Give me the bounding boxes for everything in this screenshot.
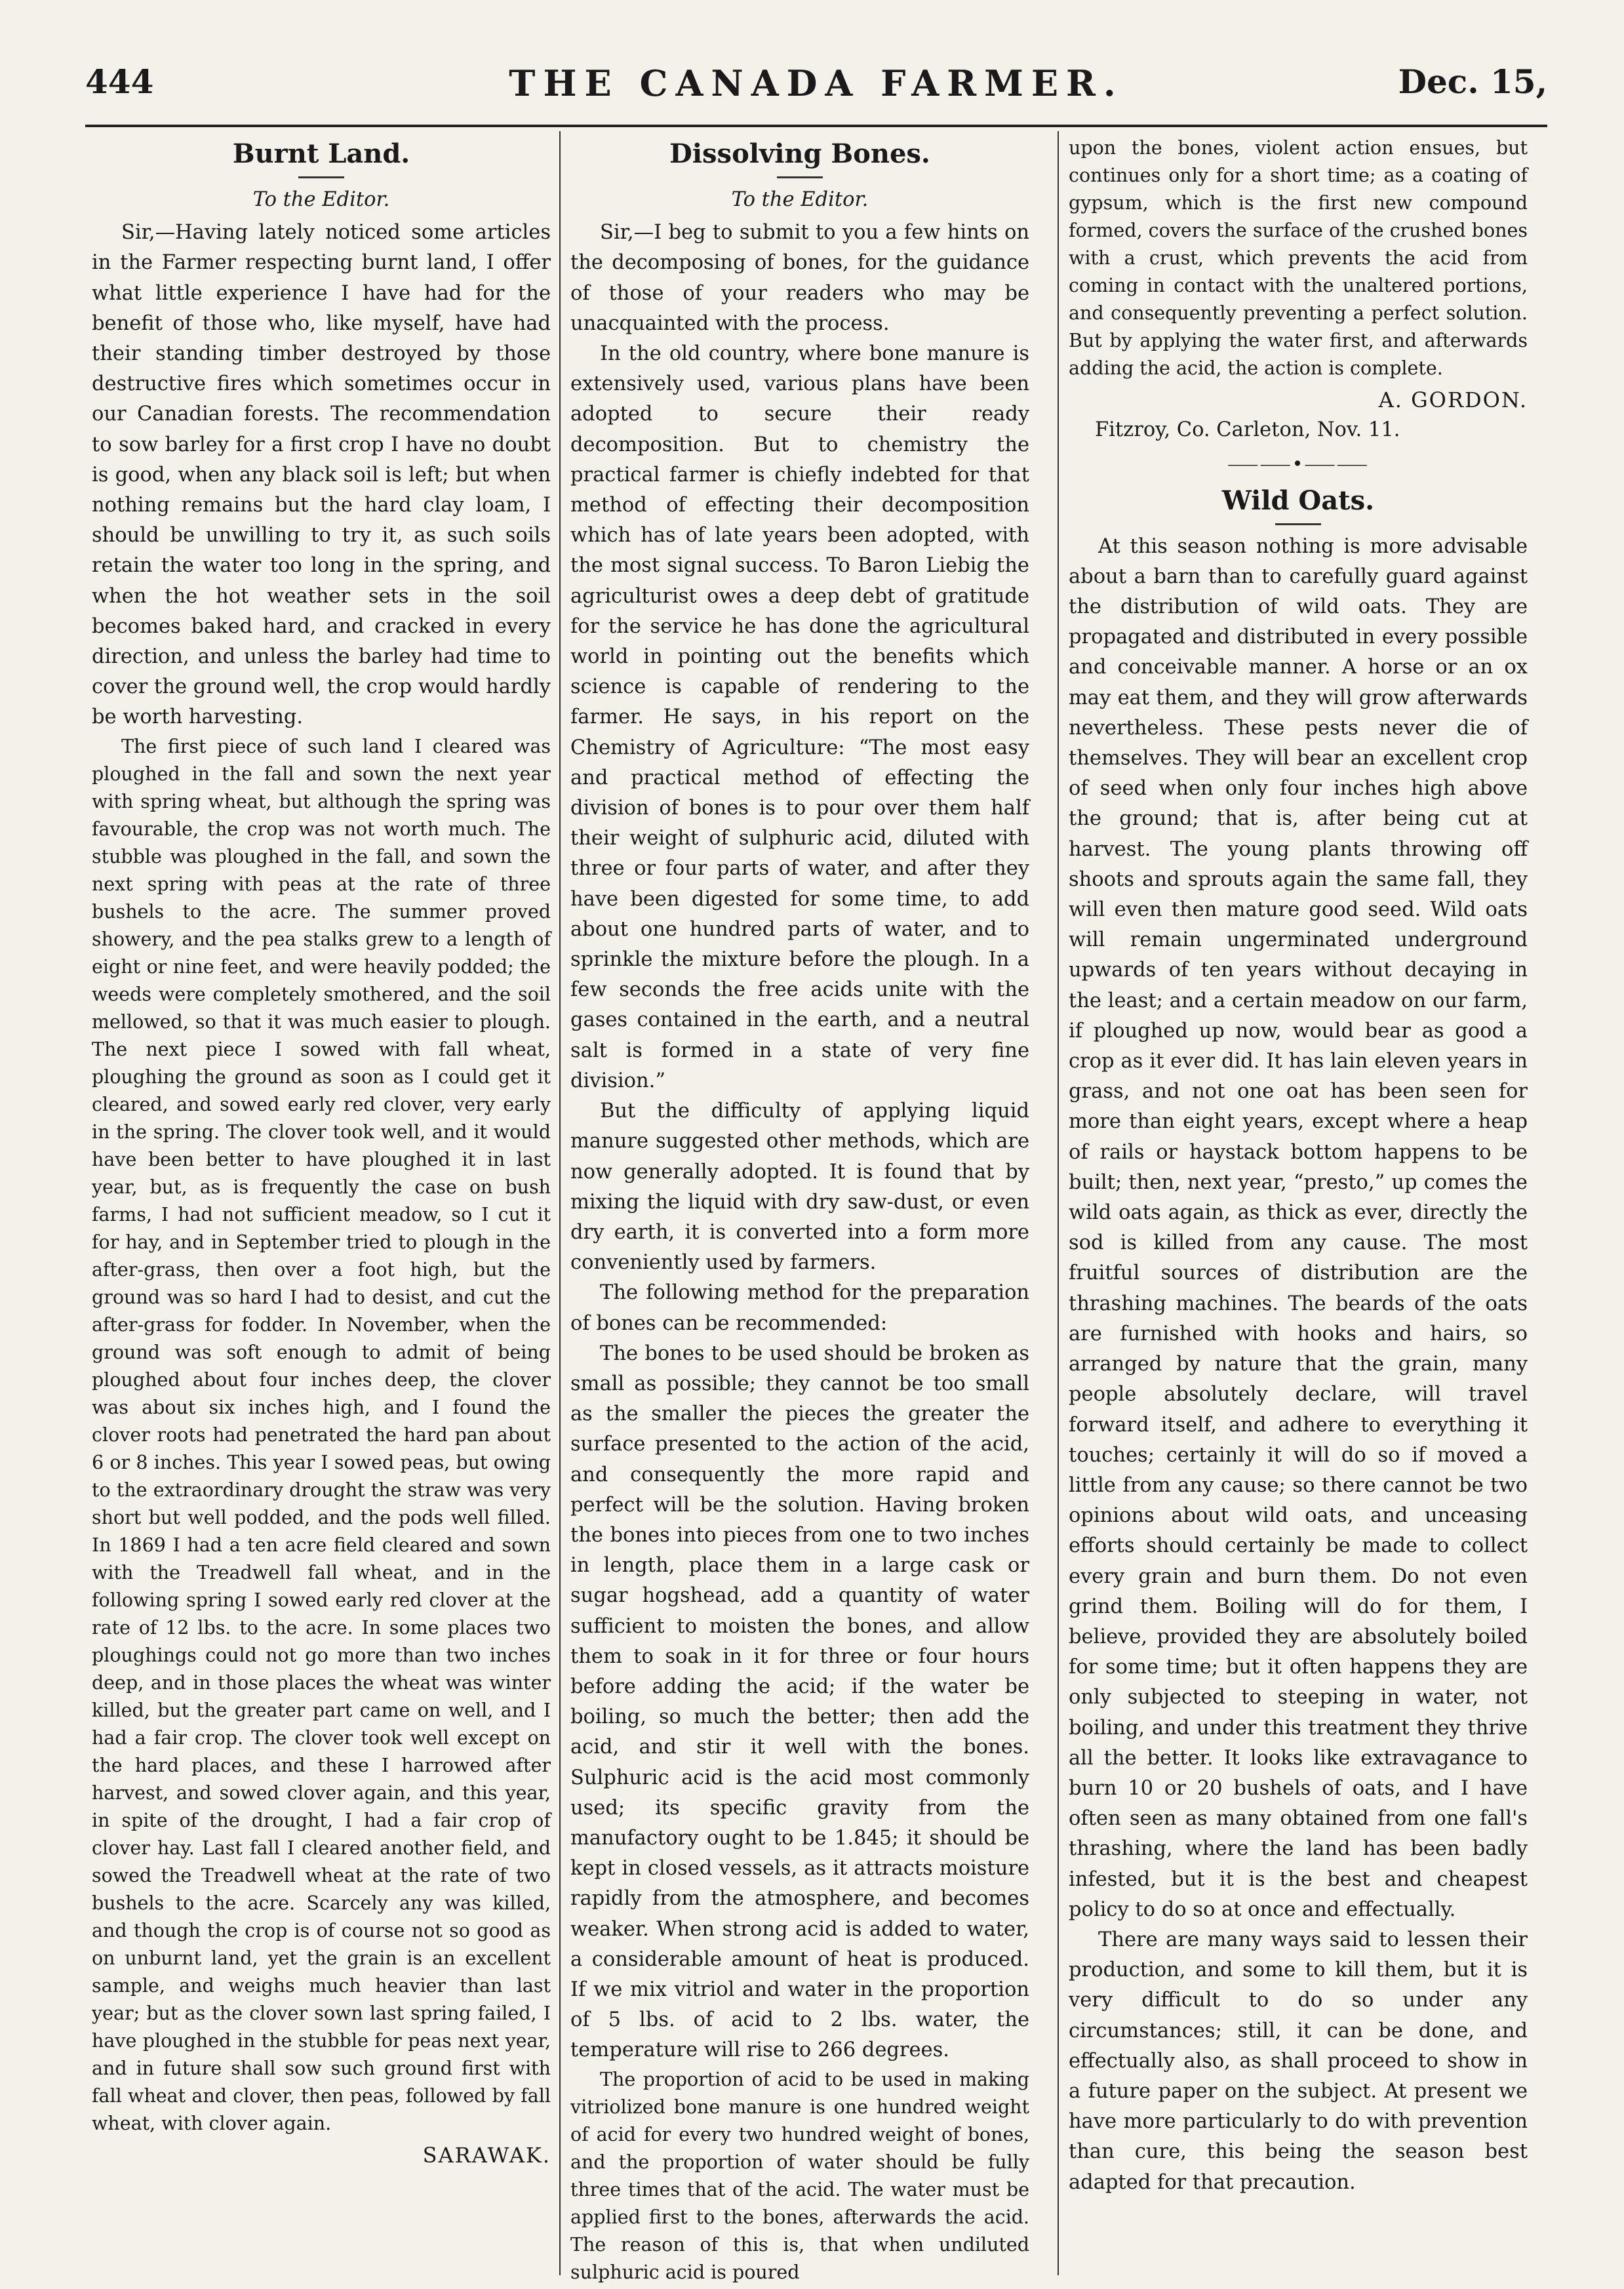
issue-date: Dec. 15, [1398, 62, 1547, 101]
signature: SARAWAK. [422, 2142, 551, 2168]
column-3 [1069, 134, 1528, 2198]
column-2 [570, 134, 1029, 2286]
article-paragraph: The proportion of acid to be used in making vitriolized bone manure is one hundred weight of acid for every two hundred weight of bones, and the proportion of water should be fully three times that of the acid. The water must be applied first to the bones, afterwards the acid. The reason of this is, that when undiluted sulphuric acid is poured [570, 2068, 1029, 2283]
header-rule [85, 125, 1547, 127]
title-rule [777, 176, 823, 178]
signature: A. GORDON. [1378, 388, 1528, 412]
article-paragraph: But the difficulty of applying liquid manure suggested other methods, which are now generally adopted. It is found that by mixing the liquid with dry saw-dust, or even dry earth, it is converted into a form more conveniently used by farmers. [570, 1100, 1029, 1275]
page-number: 444 [85, 62, 154, 101]
page-header [85, 62, 1547, 121]
article-paragraph: Sir,—Having lately noticed some articles in the Farmer respecting burnt land, I offer what little experience I have had for the benefit of those who, like myself, have had their standing timber destroyed by those destructive fires which sometimes occur in our Canadian forests. The recommendation to sow barley for a first crop I have no doubt is good, when any black soil is left; but when nothing remains but the hard clay loam, I should be unwilling to try it, as such soils retain the water too long in the spring, and when the hot weather sets in the soil becomes baked hard, and cracked in every direction, and unless the barley had time to cover the ground well, the crop would hardly be worth harvesting. [92, 221, 551, 729]
title-rule [298, 176, 344, 178]
article-paragraph: The following method for the preparation of bones can be recommended: [570, 1281, 1029, 1335]
column-1 [92, 134, 551, 2170]
article-paragraph: There are many ways said to lessen their production, and some to kill them, but it is very difficult to do so under any circumstances; still, it can be done, and effectually also, as shall proceed to show in a future paper on the subject. At present we have more particularly to do with prevention than cure, this being the season best adapted for that precaution. [1069, 1928, 1528, 2194]
to-editor-line: To the Editor. [731, 188, 869, 211]
masthead: THE CANADA FARMER. [509, 62, 1124, 104]
article-paragraph: Sir,—I beg to submit to you a few hints on the decomposing of bones, for the guidance of those of your readers who may be unacquainted with the process. [570, 221, 1029, 335]
dateline: Fitzroy, Co. Carleton, Nov. 11. [1095, 418, 1400, 442]
article-paragraph: The bones to be used should be broken as small as possible; they cannot be too small as the smaller the pieces the greater the surface presented to the action of the acid, and consequently the more rapid and perfect will be the solution. Having broken the bones into pieces from one to two inches in length, place them in a large cask or sugar hogshead, add a quantity of water sufficient to moisten the bones, and allow them to soak in it for three or four hours before adding the acid; if the water be boiling, so much the better; then add the acid, and stir it well with the bones. Sulphuric acid is the acid most commonly used; its specific gravity from the manufactory ought to be 1.845; it should be kept in closed vessels, as it attracts moisture rapidly from the atmosphere, and becomes weaker. When strong acid is added to water, a considerable amount of heat is produced. If we mix vitriol and water in the proportion of 5 lbs. of acid to 2 lbs. water, the temperature will rise to 266 degrees. [570, 1342, 1029, 2062]
article-title-dissolving-bones: Dissolving Bones. [669, 138, 930, 169]
title-rule [1275, 523, 1321, 525]
article-paragraph: In the old country, where bone manure is extensively used, various plans have been adopted to secure their ready decomposition. But to chemistry the practical farmer is chiefly indebted for that method of effecting their decomposition which has of late years been adopted, with the most signal success. To Baron Liebig the agriculturist owes a deep debt of gratitude for the service he has done the agricultural world in pointing out the benefits which science is capable of rendering to the farmer. He says, in his report on the Chemistry of Agriculture: “The most easy and practical method of effecting the division of bones is to pour over them half their weight of sulphuric acid, diluted with three or four parts of water, and after they have been digested for some time, to add about one hundred parts of water, and to sprinkle the mixture before the plough. In a few seconds the free acids unite with the gases contained in the earth, and a neutral salt is formed in a state of very fine division.” [570, 342, 1029, 1092]
ornament-divider: ⸺⸺•⸺⸺ [1227, 453, 1370, 475]
article-paragraph: The first piece of such land I cleared was ploughed in the fall and sown the next year with spring wheat, but although the spring was favourable, the crop was not worth much. The stubble was ploughed in the fall, and sown the next spring with peas at the rate of three bushels to the acre. The summer proved showery, and the pea stalks grew to a length of eight or nine feet, and were heavily podded; the weeds were completely smothered, and the soil mellowed, so that it was much easier to plough. The next piece I sowed with fall wheat, ploughing the ground as soon as I could get it cleared, and sowed early red clover, very early in the spring. The clover took well, and it would have been better to have ploughed it in last year, but, as is frequently the case on bush farms, I had not sufficient meadow, so I cut it for hay, and in September tried to plough in the after-grass, then over a foot high, but the ground was so hard I had to desist, and cut the after-grass for fodder. In November, when the ground was soft enough to admit of being ploughed about four inches deep, the clover was about six inches high, and I found the clover roots had penetrated the hard pan about 6 or 8 inches. This year I sowed peas, but owing to the extraordinary drought the straw was very short but well podded, and the pods well filled. In 1869 I had a ten acre field cleared and sown with the Treadwell fall wheat, and in the following spring I sowed early red clover at the rate of 12 lbs. to the acre. In some places two ploughings could not go more than two inches deep, and in those places the wheat was winter killed, but the greater part came on well, and I had a fair crop. The clover took well except on the hard places, and these I harrowed after harvest, and sowed clover again, and this year, in spite of the drought, I had a fair crop of clover hay. Last fall I cleared another field, and sowed the Treadwell wheat at the rate of two bushels to the acre. Scarcely any was killed, and though the crop is of course not so good as on unburnt land, yet the grain is an excellent sample, and weighs much heavier than last year; but as the clover sown last spring failed, I have ploughed in the stubble for peas next year, and in future shall sow such ground first with fall wheat and clover, then peas, followed by fall wheat, with clover again. [92, 735, 551, 2134]
column-divider [559, 131, 561, 2275]
article-paragraph: At this season nothing is more advisable about a barn than to carefully guard against the distribution of wild oats. They are propagated and distributed in every possible and conceivable manner. A horse or an ox may eat them, and they will grow afterwards nevertheless. These pests never die of themselves. They will bear an excellent crop of seed when only four inches high above the ground; that is, after being cut at harvest. The young plants throwing off shoots and sprouts again the same fall, they will even then mature good seed. Wild oats will remain ungerminated underground upwards of ten years without decaying in the least; and a certain meadow on our farm, if ploughed up now, would bear as good a crop as it ever did. It has lain eleven years in grass, and not one oat has been seen for more than eight years, except where a heap of rails or haystack bottom happens to be built; then, next year, “presto,” up comes the wild oats again, as thick as ever, directly the sod is killed from any cause. The most fruitful sources of distribution are the thrashing machines. The beards of the oats are furnished with hooks and hairs, so arranged by nature that the grain, many people absolutely declare, will travel forward itself, and adhere to everything it touches; certainly it will do so if moved a little from any cause; so there cannot be two opinions about wild oats, and unceasing efforts should certainly be made to collect every grain and burn them. Do not even grind them. Boiling will do for them, I believe, provided they are absolutely boiled for some time; but it often happens they are only subjected to steeping in water, not boiling, and under this treatment they thrive all the better. It looks like extravagance to burn 10 or 20 bushels of oats, and I have often seen as many obtained from one fall's thrashing, where the land has been badly infested, but it is the best and cheapest policy to do so at once and effectually. [1069, 534, 1528, 1921]
article-title-burnt-land: Burnt Land. [232, 138, 410, 169]
to-editor-line: To the Editor. [252, 188, 390, 211]
article-continuation: upon the bones, violent action ensues, but continues only for a short time; as a coating of gypsum, which is the first new compound formed, covers the surface of the crushed bones with a crust, which prevents the acid from coming in contact with the unaltered portions, and consequently preventing a perfect solution. But by applying the water first, and afterwards adding the acid, the action is complete. [1069, 137, 1528, 379]
column-divider [1058, 131, 1059, 2275]
article-title-wild-oats: Wild Oats. [1221, 485, 1375, 516]
